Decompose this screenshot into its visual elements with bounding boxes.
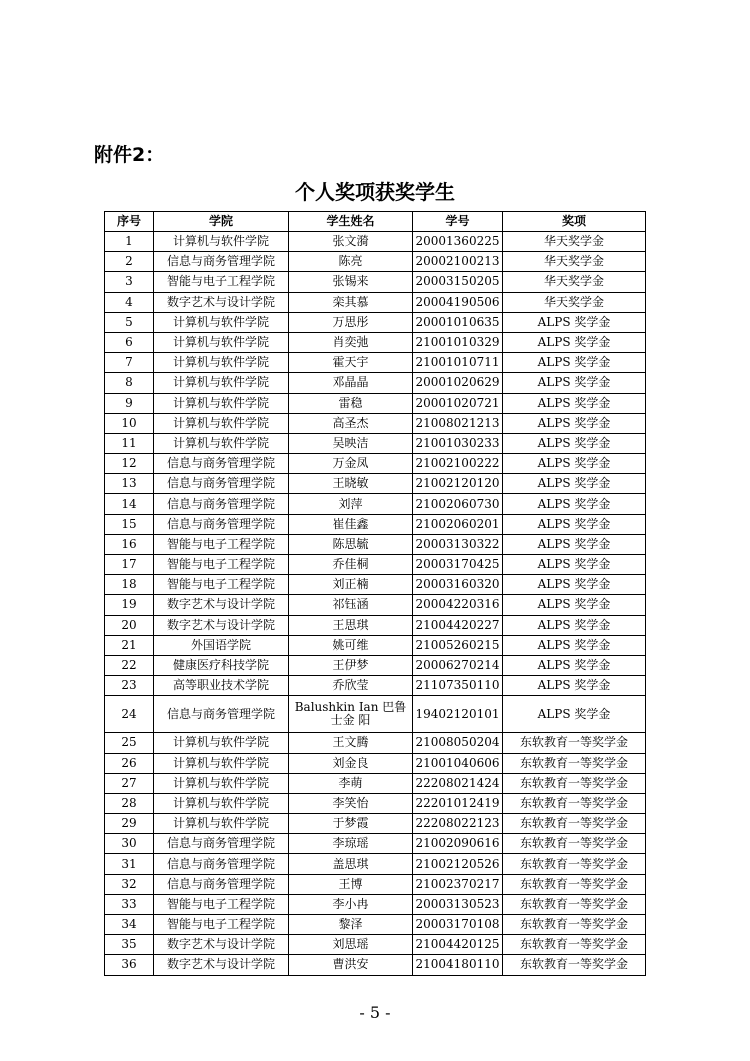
table-row	[105, 874, 646, 894]
cell-college: 计算机与软件学院	[154, 312, 289, 332]
table-row	[105, 655, 646, 675]
cell-student-id: 21002100222	[413, 454, 503, 474]
cell-college: 计算机与软件学院	[154, 232, 289, 252]
cell-student-name: 肖奕弛	[289, 332, 413, 352]
cell-student-id: 22201012419	[413, 793, 503, 813]
table-row	[105, 894, 646, 914]
table-row	[105, 474, 646, 494]
cell-award: 东软教育一等奖学金	[503, 793, 646, 813]
cell-award: ALPS 奖学金	[503, 635, 646, 655]
cell-award: ALPS 奖学金	[503, 413, 646, 433]
cell-student-id: 21001030233	[413, 433, 503, 453]
cell-college: 信息与商务管理学院	[154, 494, 289, 514]
cell-index: 3	[105, 272, 154, 292]
cell-index: 9	[105, 393, 154, 413]
cell-college: 计算机与软件学院	[154, 433, 289, 453]
cell-college: 信息与商务管理学院	[154, 874, 289, 894]
table-row	[105, 353, 646, 373]
cell-award: ALPS 奖学金	[503, 696, 646, 733]
cell-student-id: 21008021213	[413, 413, 503, 433]
cell-student-id: 21001040606	[413, 753, 503, 773]
cell-student-name: 张文漪	[289, 232, 413, 252]
cell-college: 计算机与软件学院	[154, 332, 289, 352]
cell-index: 14	[105, 494, 154, 514]
cell-student-name: 李笑怡	[289, 793, 413, 813]
cell-student-id: 19402120101	[413, 696, 503, 733]
cell-award: ALPS 奖学金	[503, 595, 646, 615]
table-header-row	[105, 212, 646, 232]
cell-index: 2	[105, 252, 154, 272]
cell-index: 33	[105, 894, 154, 914]
cell-college: 计算机与软件学院	[154, 814, 289, 834]
cell-college: 计算机与软件学院	[154, 353, 289, 373]
cell-student-name: 黎泽	[289, 915, 413, 935]
cell-student-name: Balushkin Ian 巴鲁士金 阳	[289, 696, 413, 733]
cell-student-id: 21002060201	[413, 514, 503, 534]
cell-college: 信息与商务管理学院	[154, 454, 289, 474]
cell-college: 数字艺术与设计学院	[154, 615, 289, 635]
table-row	[105, 753, 646, 773]
cell-index: 13	[105, 474, 154, 494]
cell-student-name: 王文腾	[289, 733, 413, 753]
cell-college: 智能与电子工程学院	[154, 272, 289, 292]
cell-student-id: 20001010635	[413, 312, 503, 332]
cell-student-id: 20003160320	[413, 575, 503, 595]
cell-award: ALPS 奖学金	[503, 393, 646, 413]
cell-index: 28	[105, 793, 154, 813]
table-row	[105, 272, 646, 292]
cell-college: 数字艺术与设计学院	[154, 595, 289, 615]
cell-college: 计算机与软件学院	[154, 393, 289, 413]
cell-college: 智能与电子工程学院	[154, 555, 289, 575]
cell-index: 10	[105, 413, 154, 433]
cell-student-id: 22208021424	[413, 773, 503, 793]
cell-award: ALPS 奖学金	[503, 615, 646, 635]
table-row	[105, 292, 646, 312]
table-row	[105, 413, 646, 433]
table-row	[105, 393, 646, 413]
cell-award: 东软教育一等奖学金	[503, 915, 646, 935]
table-row	[105, 696, 646, 733]
table-row	[105, 733, 646, 753]
cell-student-name: 李琼瑶	[289, 834, 413, 854]
cell-student-id: 21001010329	[413, 332, 503, 352]
cell-index: 15	[105, 514, 154, 534]
cell-student-name: 曹洪安	[289, 955, 413, 975]
cell-college: 计算机与软件学院	[154, 753, 289, 773]
cell-index: 29	[105, 814, 154, 834]
cell-index: 30	[105, 834, 154, 854]
cell-student-name: 万金凤	[289, 454, 413, 474]
table-row	[105, 332, 646, 352]
cell-index: 6	[105, 332, 154, 352]
cell-student-name: 李小冉	[289, 894, 413, 914]
table-row	[105, 955, 646, 975]
cell-college: 智能与电子工程学院	[154, 534, 289, 554]
cell-student-name: 高圣杰	[289, 413, 413, 433]
cell-student-name: 陈亮	[289, 252, 413, 272]
cell-student-name: 吴映洁	[289, 433, 413, 453]
cell-student-id: 20003130322	[413, 534, 503, 554]
cell-index: 22	[105, 655, 154, 675]
cell-index: 5	[105, 312, 154, 332]
cell-student-name: 刘思瑶	[289, 935, 413, 955]
cell-college: 信息与商务管理学院	[154, 514, 289, 534]
cell-index: 8	[105, 373, 154, 393]
table-row	[105, 454, 646, 474]
header-award: 奖项	[503, 212, 646, 232]
cell-index: 31	[105, 854, 154, 874]
table-row	[105, 575, 646, 595]
cell-index: 16	[105, 534, 154, 554]
table-row	[105, 252, 646, 272]
cell-student-id: 21002370217	[413, 874, 503, 894]
cell-index: 1	[105, 232, 154, 252]
table-row	[105, 854, 646, 874]
cell-college: 数字艺术与设计学院	[154, 955, 289, 975]
header-student-name: 学生姓名	[289, 212, 413, 232]
cell-college: 计算机与软件学院	[154, 793, 289, 813]
table-row	[105, 595, 646, 615]
table-row	[105, 615, 646, 635]
cell-college: 智能与电子工程学院	[154, 894, 289, 914]
table-row	[105, 534, 646, 554]
page-number: - 5 -	[359, 1003, 391, 1022]
cell-student-id: 21002120526	[413, 854, 503, 874]
cell-award: ALPS 奖学金	[503, 353, 646, 373]
cell-award: 东软教育一等奖学金	[503, 854, 646, 874]
table-row	[105, 834, 646, 854]
cell-college: 计算机与软件学院	[154, 773, 289, 793]
table-row	[105, 514, 646, 534]
cell-student-name: 王晓敏	[289, 474, 413, 494]
header-college: 学院	[154, 212, 289, 232]
table-body	[105, 232, 646, 976]
cell-student-name: 刘萍	[289, 494, 413, 514]
header-index: 序号	[105, 212, 154, 232]
cell-college: 信息与商务管理学院	[154, 696, 289, 733]
cell-student-id: 21008050204	[413, 733, 503, 753]
cell-college: 计算机与软件学院	[154, 413, 289, 433]
document-title: 个人奖项获奖学生	[295, 180, 455, 204]
cell-student-id: 20001020721	[413, 393, 503, 413]
cell-award: ALPS 奖学金	[503, 312, 646, 332]
cell-student-id: 20003130523	[413, 894, 503, 914]
cell-student-id: 20001360225	[413, 232, 503, 252]
cell-index: 21	[105, 635, 154, 655]
header-student-id: 学号	[413, 212, 503, 232]
cell-award: ALPS 奖学金	[503, 555, 646, 575]
cell-award: ALPS 奖学金	[503, 514, 646, 534]
cell-student-name: 陈思毓	[289, 534, 413, 554]
cell-student-name: 于梦霞	[289, 814, 413, 834]
table-row	[105, 773, 646, 793]
cell-student-id: 21004420125	[413, 935, 503, 955]
cell-student-id: 21002060730	[413, 494, 503, 514]
cell-college: 信息与商务管理学院	[154, 252, 289, 272]
cell-index: 27	[105, 773, 154, 793]
cell-award: 华天奖学金	[503, 272, 646, 292]
cell-student-name: 刘正楠	[289, 575, 413, 595]
cell-student-id: 21002120120	[413, 474, 503, 494]
cell-student-name: 乔佳桐	[289, 555, 413, 575]
cell-index: 18	[105, 575, 154, 595]
cell-index: 11	[105, 433, 154, 453]
cell-index: 24	[105, 696, 154, 733]
cell-student-name: 祁钰涵	[289, 595, 413, 615]
cell-index: 34	[105, 915, 154, 935]
cell-award: 东软教育一等奖学金	[503, 874, 646, 894]
table-row	[105, 915, 646, 935]
cell-college: 信息与商务管理学院	[154, 474, 289, 494]
cell-student-id: 21002090616	[413, 834, 503, 854]
cell-student-name: 王博	[289, 874, 413, 894]
table-row	[105, 555, 646, 575]
cell-college: 信息与商务管理学院	[154, 834, 289, 854]
cell-award: 华天奖学金	[503, 232, 646, 252]
cell-student-name: 张锡来	[289, 272, 413, 292]
table-row	[105, 793, 646, 813]
cell-award: ALPS 奖学金	[503, 494, 646, 514]
cell-college: 计算机与软件学院	[154, 733, 289, 753]
table-row	[105, 935, 646, 955]
cell-student-name: 邓晶晶	[289, 373, 413, 393]
cell-student-id: 22208022123	[413, 814, 503, 834]
cell-student-name: 姚可维	[289, 635, 413, 655]
cell-award: ALPS 奖学金	[503, 474, 646, 494]
table-row	[105, 635, 646, 655]
cell-award: 华天奖学金	[503, 292, 646, 312]
cell-award: ALPS 奖学金	[503, 676, 646, 696]
cell-college: 计算机与软件学院	[154, 373, 289, 393]
cell-award: ALPS 奖学金	[503, 575, 646, 595]
cell-college: 信息与商务管理学院	[154, 854, 289, 874]
cell-award: 东软教育一等奖学金	[503, 834, 646, 854]
cell-student-name: 崔佳鑫	[289, 514, 413, 534]
cell-award: ALPS 奖学金	[503, 655, 646, 675]
table-row	[105, 312, 646, 332]
cell-index: 20	[105, 615, 154, 635]
cell-index: 36	[105, 955, 154, 975]
cell-award: 东软教育一等奖学金	[503, 894, 646, 914]
table-row	[105, 373, 646, 393]
cell-student-name: 李萌	[289, 773, 413, 793]
cell-award: ALPS 奖学金	[503, 454, 646, 474]
cell-index: 12	[105, 454, 154, 474]
cell-student-name: 栾其慕	[289, 292, 413, 312]
cell-award: 华天奖学金	[503, 252, 646, 272]
cell-college: 数字艺术与设计学院	[154, 292, 289, 312]
cell-index: 7	[105, 353, 154, 373]
awards-table	[104, 211, 646, 976]
cell-college: 高等职业技术学院	[154, 676, 289, 696]
cell-student-name: 王思琪	[289, 615, 413, 635]
table-row	[105, 232, 646, 252]
cell-college: 健康医疗科技学院	[154, 655, 289, 675]
cell-index: 32	[105, 874, 154, 894]
cell-college: 外国语学院	[154, 635, 289, 655]
cell-student-id: 20002100213	[413, 252, 503, 272]
cell-student-id: 20006270214	[413, 655, 503, 675]
table-row	[105, 814, 646, 834]
cell-student-name: 霍天宇	[289, 353, 413, 373]
cell-student-id: 21004420227	[413, 615, 503, 635]
cell-student-id: 21001010711	[413, 353, 503, 373]
cell-student-id: 20003150205	[413, 272, 503, 292]
cell-index: 25	[105, 733, 154, 753]
cell-award: 东软教育一等奖学金	[503, 773, 646, 793]
cell-award: ALPS 奖学金	[503, 534, 646, 554]
cell-student-id: 20003170425	[413, 555, 503, 575]
attachment-label: 附件2：	[94, 144, 165, 166]
cell-award: 东软教育一等奖学金	[503, 753, 646, 773]
cell-award: 东软教育一等奖学金	[503, 814, 646, 834]
cell-student-id: 21107350110	[413, 676, 503, 696]
cell-student-id: 21004180110	[413, 955, 503, 975]
cell-student-name: 刘金良	[289, 753, 413, 773]
cell-student-id: 20004220316	[413, 595, 503, 615]
cell-college: 智能与电子工程学院	[154, 915, 289, 935]
cell-student-name: 王伊梦	[289, 655, 413, 675]
cell-college: 数字艺术与设计学院	[154, 935, 289, 955]
cell-index: 17	[105, 555, 154, 575]
cell-student-id: 20003170108	[413, 915, 503, 935]
cell-index: 4	[105, 292, 154, 312]
cell-award: 东软教育一等奖学金	[503, 733, 646, 753]
cell-student-name: 乔欣莹	[289, 676, 413, 696]
cell-award: ALPS 奖学金	[503, 332, 646, 352]
cell-student-id: 20004190506	[413, 292, 503, 312]
cell-student-id: 21005260215	[413, 635, 503, 655]
cell-index: 23	[105, 676, 154, 696]
table-row	[105, 494, 646, 514]
cell-award: 东软教育一等奖学金	[503, 955, 646, 975]
cell-student-name: 盖思琪	[289, 854, 413, 874]
table-row	[105, 433, 646, 453]
cell-award: ALPS 奖学金	[503, 373, 646, 393]
cell-index: 26	[105, 753, 154, 773]
cell-student-id: 20001020629	[413, 373, 503, 393]
cell-index: 19	[105, 595, 154, 615]
cell-index: 35	[105, 935, 154, 955]
cell-award: 东软教育一等奖学金	[503, 935, 646, 955]
cell-award: ALPS 奖学金	[503, 433, 646, 453]
cell-student-name: 雷稳	[289, 393, 413, 413]
table-row	[105, 676, 646, 696]
cell-student-name: 万思彤	[289, 312, 413, 332]
cell-college: 智能与电子工程学院	[154, 575, 289, 595]
